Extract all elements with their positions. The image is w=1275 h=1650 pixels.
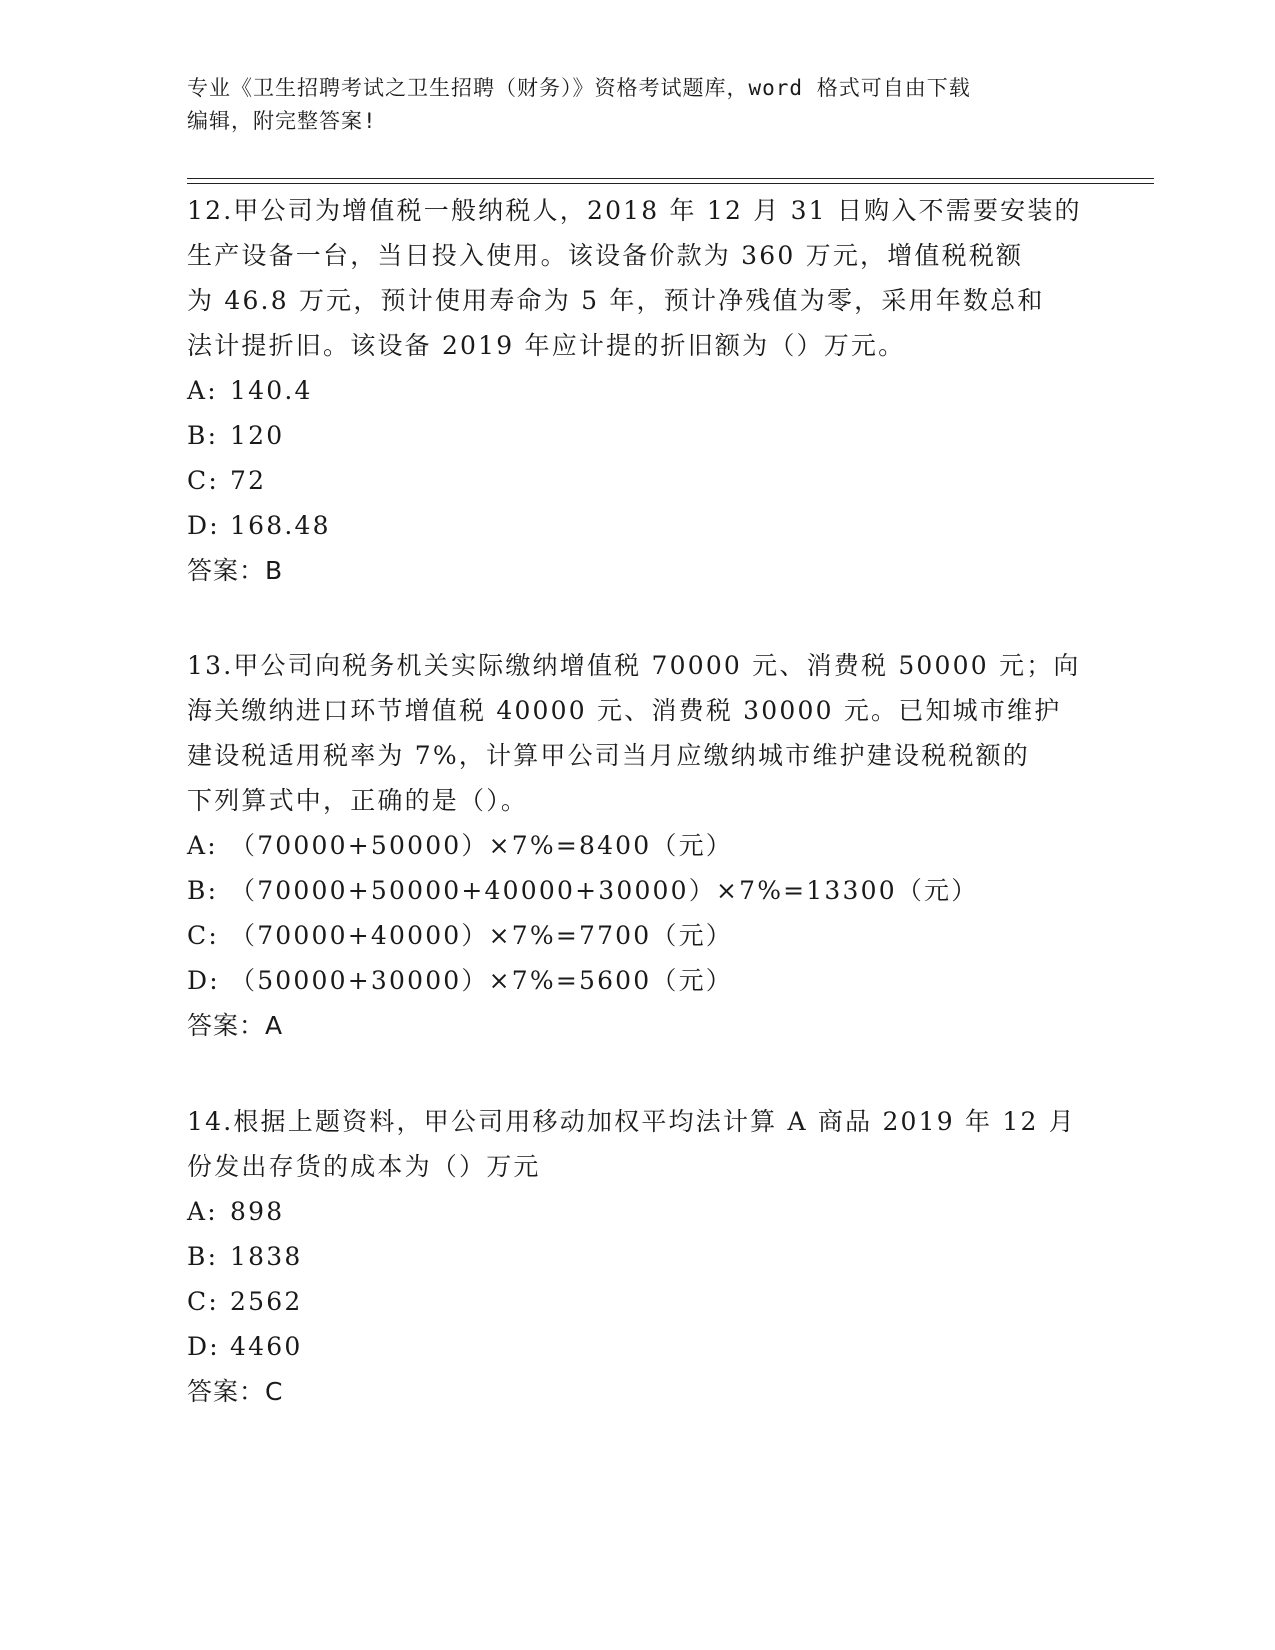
header-line-2: 编辑，附完整答案! (187, 109, 377, 133)
option-b (187, 1234, 1087, 1279)
option-text: 898 (230, 1197, 285, 1226)
answer-line: 答案：B (187, 556, 284, 585)
option-text: （70000+50000+40000+30000）×7%=13300（元） (230, 876, 979, 905)
option-text: 120 (230, 421, 285, 450)
option-label: B: (187, 421, 219, 450)
question-stem-line: 13.甲公司向税务机关实际缴纳增值税 70000 元、消费税 50000 元；向 (187, 651, 1081, 680)
question-stem-line: 12.甲公司为增值税一般纳税人，2018 年 12 月 31 日购入不需要安装的 (187, 196, 1082, 225)
option-label: C: (187, 921, 219, 950)
option-b (187, 868, 1087, 913)
question-stem-line: 份发出存货的成本为（）万元 (187, 1152, 541, 1181)
option-label: C: (187, 466, 219, 495)
option-d (187, 958, 1087, 1003)
option-label: A: (187, 376, 218, 405)
option-d (187, 1324, 1087, 1369)
option-text: （70000+40000）×7%=7700（元） (230, 921, 733, 950)
option-a (187, 823, 1087, 868)
question-stem-line: 法计提折旧。该设备 2019 年应计提的折旧额为（）万元。 (187, 331, 906, 360)
question-stem-line: 海关缴纳进口环节增值税 40000 元、消费税 30000 元。已知城市维护 (187, 696, 1062, 725)
option-label: D: (187, 1332, 220, 1361)
question-14 (187, 1099, 1087, 1414)
option-label: A: (187, 1197, 218, 1226)
option-a (187, 368, 1087, 413)
question-12 (187, 188, 1087, 593)
option-d (187, 503, 1087, 548)
option-a (187, 1189, 1087, 1234)
option-label: B: (187, 876, 219, 905)
option-label: D: (187, 966, 220, 995)
option-c (187, 913, 1087, 958)
option-text: 168.48 (230, 511, 331, 540)
answer-line: 答案：A (187, 1011, 284, 1040)
option-text: 4460 (230, 1332, 303, 1361)
option-text: 1838 (230, 1242, 303, 1271)
option-c (187, 1279, 1087, 1324)
option-label: D: (187, 511, 220, 540)
header-divider-bottom (187, 183, 1154, 184)
answer-line: 答案：C (187, 1377, 284, 1406)
document-header (187, 72, 1067, 138)
header-line-1: 专业《卫生招聘考试之卫生招聘（财务）》资格考试题库，word 格式可自由下载 (187, 76, 971, 100)
option-text: （70000+50000）×7%=8400（元） (230, 831, 733, 860)
option-label: B: (187, 1242, 219, 1271)
option-text: 72 (230, 466, 267, 495)
option-text: 140.4 (230, 376, 313, 405)
option-label: A: (187, 831, 218, 860)
question-stem-line: 生产设备一台，当日投入使用。该设备价款为 360 万元，增值税税额 (187, 241, 1024, 270)
question-stem-line: 建设税适用税率为 7%，计算甲公司当月应缴纳城市维护建设税税额的 (187, 741, 1031, 770)
question-13 (187, 643, 1087, 1048)
question-stem-line: 为 46.8 万元，预计使用寿命为 5 年，预计净残值为零，采用年数总和 (187, 286, 1045, 315)
question-stem-line: 14.根据上题资料，甲公司用移动加权平均法计算 A 商品 2019 年 12 月 (187, 1107, 1076, 1136)
option-label: C: (187, 1287, 219, 1316)
option-b (187, 413, 1087, 458)
option-text: （50000+30000）×7%=5600（元） (230, 966, 733, 995)
option-text: 2562 (230, 1287, 303, 1316)
option-c (187, 458, 1087, 503)
question-stem-line: 下列算式中，正确的是（）。 (187, 786, 529, 815)
header-divider-top (187, 178, 1154, 179)
